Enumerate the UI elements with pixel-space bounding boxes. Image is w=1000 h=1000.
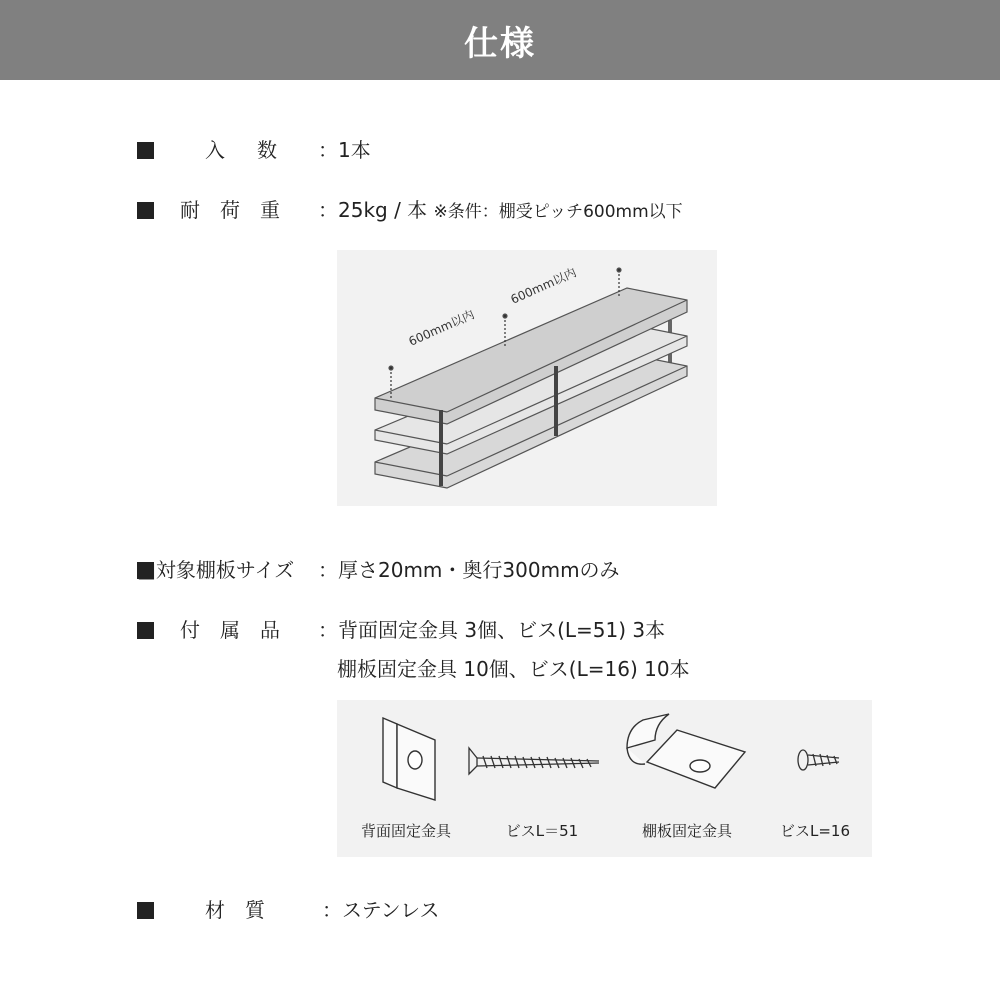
load-note: ※条件：棚受ピッチ600mm以下 <box>433 202 683 222</box>
shelf-size-label: ■対象棚板サイズ <box>137 558 295 582</box>
bullet-square <box>137 622 154 639</box>
material-value: ：ステンレス <box>322 898 440 922</box>
screw-long-icon <box>469 748 599 774</box>
bullet-square <box>137 902 154 919</box>
parts-panel <box>337 700 872 857</box>
load-label: 耐 荷 重 <box>180 198 280 222</box>
shelf-diagram-panel <box>337 250 717 506</box>
shelf-size-value: ：厚さ20mm・奥行300mmのみ <box>318 558 620 582</box>
quantity-value: ：1本 <box>318 138 371 162</box>
quantity-label: 入 数 <box>205 138 283 162</box>
back-bracket-icon <box>383 718 435 800</box>
dimension-label-left: 600mm以内 <box>406 307 477 349</box>
part-caption: ビスL=16 <box>779 822 850 840</box>
accessories-value-2: 棚板固定金具 10個、ビス(L=16) 10本 <box>337 657 690 681</box>
shelf-bracket-icon <box>627 714 745 788</box>
part-caption: 棚板固定金具 <box>641 822 732 840</box>
page-header <box>0 0 1000 80</box>
bullet-square <box>137 202 154 219</box>
screw-short-icon <box>798 750 839 770</box>
accessories-value: ：背面固定金具 3個、ビス(L=51) 3本 <box>318 618 666 642</box>
bullet-square <box>137 142 154 159</box>
part-caption: 背面固定金具 <box>360 822 451 840</box>
material-label: 材 質 <box>205 898 265 922</box>
shelf-diagram <box>337 250 717 506</box>
load-value-row <box>318 198 683 224</box>
load-value: ：25kg / 本 <box>318 198 428 222</box>
accessories-label: 付 属 品 <box>180 618 280 642</box>
page-title: 仕様 <box>464 23 536 64</box>
part-caption: ビスL＝51 <box>505 822 579 840</box>
dimension-label-right: 600mm以内 <box>508 265 579 307</box>
parts-illustration <box>337 700 872 820</box>
